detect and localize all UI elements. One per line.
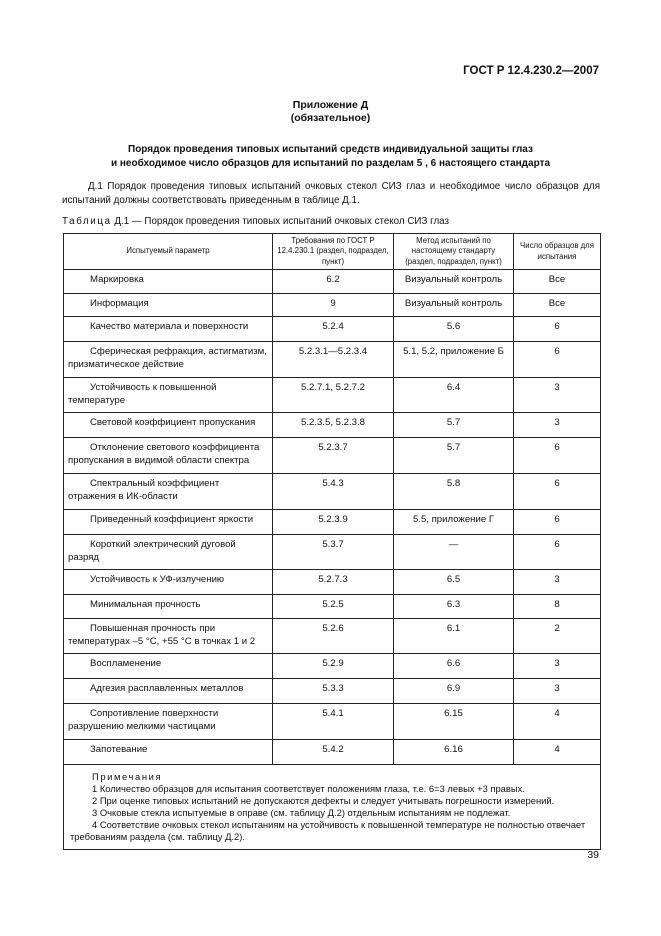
row-method: 5.8 bbox=[394, 474, 514, 510]
row-sample-count: 6 bbox=[514, 535, 601, 570]
row-sample-count: 4 bbox=[514, 740, 601, 765]
table-row bbox=[64, 378, 601, 413]
row-method: — bbox=[394, 535, 514, 570]
row-sample-count: 3 bbox=[514, 570, 601, 595]
row-requirement: 5.2.4 bbox=[273, 317, 394, 342]
row-parameter: Устойчивость к повышенной температуре bbox=[64, 378, 273, 413]
row-requirement: 5.2.3.9 bbox=[273, 510, 394, 535]
notes-row bbox=[64, 765, 601, 850]
row-sample-count: 2 bbox=[514, 619, 601, 654]
table-row bbox=[64, 474, 601, 510]
row-requirement: 5.2.7.3 bbox=[273, 570, 394, 595]
row-requirement: 5.2.6 bbox=[273, 619, 394, 654]
table-row bbox=[64, 270, 601, 294]
row-sample-count: 6 bbox=[514, 342, 601, 378]
row-parameter: Устойчивость к УФ-излучению bbox=[64, 570, 273, 595]
row-parameter: Короткий электрический дуговой разряд bbox=[64, 535, 273, 570]
row-sample-count: 8 bbox=[514, 595, 601, 619]
test-order-table bbox=[63, 233, 601, 850]
row-requirement: 5.2.9 bbox=[273, 654, 394, 679]
table-caption bbox=[62, 216, 622, 227]
document-title-line-2: и необходимое число образцов для испытаний по разделам 5 , 6 настоящего стандарта bbox=[110, 158, 551, 169]
row-requirement: 5.2.7.1, 5.2.7.2 bbox=[273, 378, 394, 413]
table-row bbox=[64, 342, 601, 378]
row-method: 6.4 bbox=[394, 378, 514, 413]
table-row bbox=[64, 704, 601, 740]
row-requirement: 5.2.3.5, 5.2.3.8 bbox=[273, 413, 394, 438]
row-parameter: Спектральный коэффициент отражения в ИК-области bbox=[64, 474, 273, 510]
row-sample-count: 3 bbox=[514, 679, 601, 704]
appendix-title: Приложение Д bbox=[292, 99, 369, 111]
table-row bbox=[64, 740, 601, 765]
appendix-heading bbox=[0, 99, 661, 125]
table-row bbox=[64, 317, 601, 342]
row-parameter: Информация bbox=[64, 294, 273, 317]
row-parameter: Сферическая рефракция, астигматизм, призматическое действие bbox=[64, 342, 273, 378]
row-method: 6.3 bbox=[394, 595, 514, 619]
row-method: 6.1 bbox=[394, 619, 514, 654]
row-parameter: Световой коэффициент пропускания bbox=[64, 413, 273, 438]
table-row bbox=[64, 535, 601, 570]
table-row bbox=[64, 595, 601, 619]
row-requirement: 5.3.7 bbox=[273, 535, 394, 570]
row-parameter: Маркировка bbox=[64, 270, 273, 294]
row-sample-count: 6 bbox=[514, 474, 601, 510]
row-requirement: 5.4.3 bbox=[273, 474, 394, 510]
row-requirement: 5.4.2 bbox=[273, 740, 394, 765]
note-item: 3 Очковые стекла испытуемые в оправе (см. таблицу Д.2) отдельным испытаниям не подлежат. bbox=[92, 807, 511, 818]
row-parameter: Качество материала и поверхности bbox=[64, 317, 273, 342]
table-row bbox=[64, 438, 601, 474]
table-caption-label: Таблица bbox=[62, 216, 112, 227]
row-parameter: Приведенный коэффициент яркости bbox=[64, 510, 273, 535]
row-method: 6.5 bbox=[394, 570, 514, 595]
table-header-row bbox=[64, 234, 601, 270]
row-requirement: 5.2.5 bbox=[273, 595, 394, 619]
row-requirement: 5.2.3.1—5.2.3.4 bbox=[273, 342, 394, 378]
note-item: 1 Количество образцов для испытания соответствует положениям глаза, т.е. 6=3 левых +3 правых. bbox=[92, 783, 525, 794]
header-sample-count: Число образцов для испытания bbox=[514, 234, 601, 270]
row-sample-count: 3 bbox=[514, 654, 601, 679]
table-row bbox=[64, 570, 601, 595]
row-method: 6.15 bbox=[394, 704, 514, 740]
row-parameter: Запотевание bbox=[64, 740, 273, 765]
page-number: 39 bbox=[587, 849, 599, 861]
row-sample-count: 4 bbox=[514, 704, 601, 740]
table-row bbox=[64, 654, 601, 679]
note-item: 2 При оценке типовых испытаний не допускаются дефекты и следует учитывать погрешности измерений. bbox=[92, 795, 555, 806]
row-requirement: 6.2 bbox=[273, 270, 394, 294]
row-method: 6.16 bbox=[394, 740, 514, 765]
table-row bbox=[64, 679, 601, 704]
row-sample-count: 3 bbox=[514, 413, 601, 438]
header-test-method: Метод испытаний по настоящему стандарту (раздел, подраздел, пункт) bbox=[394, 234, 514, 270]
row-sample-count: 6 bbox=[514, 510, 601, 535]
row-sample-count: 6 bbox=[514, 438, 601, 474]
notes-title: Примечания bbox=[92, 771, 163, 782]
row-requirement: 5.2.3.7 bbox=[273, 438, 394, 474]
row-parameter: Повышенная прочность при температурах –5 °С, +55 °С в точках 1 и 2 bbox=[64, 619, 273, 654]
appendix-status: (обязательное) bbox=[290, 112, 371, 124]
row-method: 5.7 bbox=[394, 413, 514, 438]
table-row bbox=[64, 510, 601, 535]
row-method: 6.6 bbox=[394, 654, 514, 679]
row-method: Визуальный контроль bbox=[394, 294, 514, 317]
row-requirement: 9 bbox=[273, 294, 394, 317]
row-method: 5.6 bbox=[394, 317, 514, 342]
row-parameter: Сопротивление поверхности разрушению мелкими частицами bbox=[64, 704, 273, 740]
row-method: Визуальный контроль bbox=[394, 270, 514, 294]
row-parameter: Отклонение светового коэффициента пропускания в видимой области спектра bbox=[64, 438, 273, 474]
document-title bbox=[0, 143, 661, 171]
note-item: 4 Соответствие очковых стекол испытаниям на устойчивость к повышенной температуре не полностью отвечает требованиям раздела (см. таблицу Д.2). bbox=[70, 819, 586, 842]
row-parameter: Минимальная прочность bbox=[64, 595, 273, 619]
row-sample-count: Все bbox=[514, 270, 601, 294]
row-sample-count: Все bbox=[514, 294, 601, 317]
row-parameter: Воспламенение bbox=[64, 654, 273, 679]
table-row bbox=[64, 413, 601, 438]
document-title-line-1: Порядок проведения типовых испытаний средств индивидуальной защиты глаз bbox=[128, 144, 533, 155]
row-sample-count: 3 bbox=[514, 378, 601, 413]
row-method: 6.9 bbox=[394, 679, 514, 704]
table-row bbox=[64, 294, 601, 317]
row-requirement: 5.3.3 bbox=[273, 679, 394, 704]
intro-paragraph: Д.1 Порядок проведения типовых испытаний очковых стекол СИЗ глаз и необходимое число образцов для испытаний должны соответствовать приведенным в таблице Д.1. bbox=[62, 181, 600, 206]
row-method: 5.7 bbox=[394, 438, 514, 474]
standard-code: ГОСТ Р 12.4.230.2—2007 bbox=[463, 65, 599, 77]
row-sample-count: 6 bbox=[514, 317, 601, 342]
header-parameter: Испытуемый параметр bbox=[64, 234, 273, 270]
row-parameter: Адгезия расплавленных металлов bbox=[64, 679, 273, 704]
table-caption-text: Д.1 — Порядок проведения типовых испытаний очковых стекол СИЗ глаз bbox=[114, 216, 450, 227]
header-requirements: Требования по ГОСТ Р 12.4.230.1 (раздел, подраздел, пункт) bbox=[273, 234, 394, 270]
table-row bbox=[64, 619, 601, 654]
notes-cell bbox=[64, 765, 601, 850]
row-method: 5.1, 5.2, приложение Б bbox=[394, 342, 514, 378]
row-requirement: 5.4.1 bbox=[273, 704, 394, 740]
row-method: 5.5, приложение Г bbox=[394, 510, 514, 535]
